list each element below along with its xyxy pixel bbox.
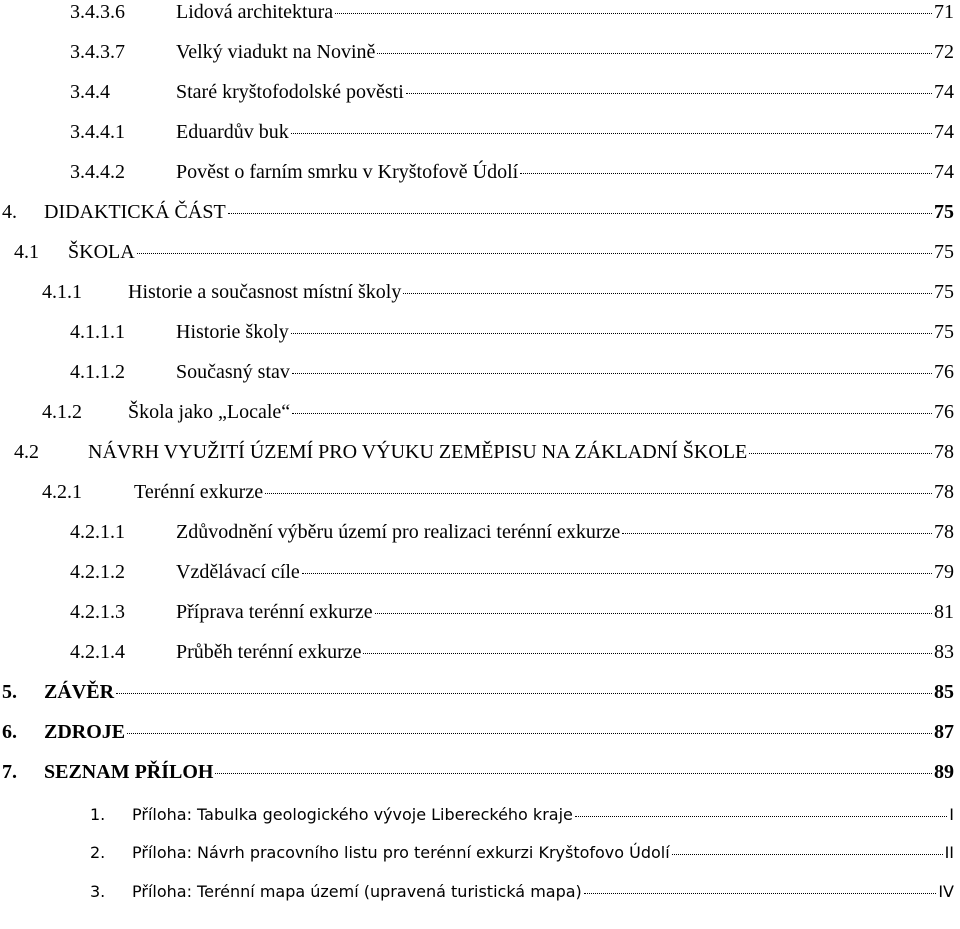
toc-title: DIDAKTICKÁ ČÁST — [44, 201, 226, 223]
toc-number: 3.4.3.7 — [70, 41, 125, 63]
toc-number: 3.4.3.6 — [70, 1, 125, 23]
toc-number: 5. — [2, 681, 17, 703]
toc-page: I — [949, 805, 954, 824]
toc-page: 83 — [934, 641, 954, 663]
toc-entry[interactable] — [2, 680, 954, 704]
toc-page: 85 — [934, 681, 954, 703]
toc-title: Lidová architektura — [176, 1, 334, 23]
dot-leader — [335, 13, 932, 14]
toc-title: Příprava terénní exkurze — [176, 601, 373, 623]
toc-title: Škola jako „Locale“ — [128, 401, 291, 423]
toc-title: Historie a současnost místní školy — [128, 281, 402, 303]
toc-entry[interactable] — [70, 40, 954, 64]
dot-leader — [292, 413, 932, 414]
toc-number: 4. — [2, 201, 17, 223]
toc-number: 3.4.4.2 — [70, 161, 125, 183]
dot-leader — [622, 533, 932, 534]
toc-title: SEZNAM PŘÍLOH — [44, 761, 214, 783]
toc-entry[interactable] — [42, 280, 954, 304]
toc-number: 1. — [90, 805, 106, 824]
toc-page: 76 — [934, 401, 954, 423]
toc-title: Terénní exkurze — [134, 481, 264, 503]
toc-page: 87 — [934, 721, 954, 743]
toc-entry[interactable] — [70, 160, 954, 184]
toc-entry[interactable] — [70, 120, 954, 144]
dot-leader — [520, 173, 932, 174]
toc-number: 7. — [2, 761, 17, 783]
toc-number: 4.2.1.4 — [70, 641, 125, 663]
toc-number: 6. — [2, 721, 17, 743]
toc-page: 76 — [934, 361, 954, 383]
dot-leader — [403, 293, 932, 294]
dot-leader — [127, 733, 932, 734]
toc-page: 74 — [934, 121, 954, 143]
dot-leader — [406, 93, 932, 94]
toc-page: 78 — [934, 481, 954, 503]
toc-title: NÁVRH VYUŽITÍ ÚZEMÍ PRO VÝUKU ZEMĚPISU NA ZÁKLADNÍ ŠKOLE — [88, 441, 748, 463]
toc-page: 75 — [934, 241, 954, 263]
toc-entry[interactable] — [70, 80, 954, 104]
toc-page: 75 — [934, 281, 954, 303]
toc-page: 75 — [934, 321, 954, 343]
toc-title: Zdůvodnění výběru území pro realizaci terénní exkurze — [176, 521, 621, 543]
toc-title: Eduardův buk — [176, 121, 289, 143]
dot-leader — [375, 613, 932, 614]
dot-leader — [291, 133, 932, 134]
dot-leader — [215, 773, 932, 774]
toc-page: 75 — [934, 201, 954, 223]
toc-title: ŠKOLA — [68, 241, 135, 263]
toc-number: 4.1.1.1 — [70, 321, 125, 343]
toc-page: IV — [938, 882, 954, 901]
toc-entry[interactable] — [42, 400, 954, 424]
toc-page: 79 — [934, 561, 954, 583]
toc-page: 78 — [934, 521, 954, 543]
toc-title: ZÁVĚR — [44, 681, 115, 703]
toc-title: Příloha: Tabulka geologického vývoje Libereckého kraje — [132, 805, 573, 824]
toc-number: 3. — [90, 882, 106, 901]
toc-entry[interactable] — [14, 440, 954, 464]
toc-entry[interactable] — [70, 600, 954, 624]
toc-entry[interactable] — [70, 640, 954, 664]
toc-number: 4.2.1.1 — [70, 521, 125, 543]
toc-number: 3.4.4 — [70, 81, 110, 103]
toc-title: Příloha: Návrh pracovního listu pro terénní exkurzi Kryštofovo Údolí — [132, 843, 670, 862]
toc-page: 71 — [934, 1, 954, 23]
toc-title: Průběh terénní exkurze — [176, 641, 362, 663]
dot-leader — [228, 213, 932, 214]
dot-leader — [363, 653, 932, 654]
toc-entry[interactable] — [90, 880, 954, 904]
toc-number: 4.1 — [14, 241, 39, 263]
dot-leader — [302, 573, 932, 574]
toc-entry[interactable] — [70, 520, 954, 544]
toc-title: Příloha: Terénní mapa území (upravená turistická mapa) — [132, 882, 582, 901]
toc-page: 72 — [934, 41, 954, 63]
toc-entry[interactable] — [42, 480, 954, 504]
toc-entry[interactable] — [2, 760, 954, 784]
toc-number: 4.1.1 — [42, 281, 82, 303]
toc-entry[interactable] — [90, 841, 954, 865]
toc-page: 74 — [934, 81, 954, 103]
dot-leader — [749, 453, 932, 454]
toc-number: 3.4.4.1 — [70, 121, 125, 143]
toc-number: 4.2.1.3 — [70, 601, 125, 623]
dot-leader — [377, 53, 932, 54]
dot-leader — [584, 893, 937, 894]
toc-entry[interactable] — [70, 320, 954, 344]
toc-title: Velký viadukt na Novině — [176, 41, 376, 63]
toc-entry[interactable] — [70, 0, 954, 24]
toc-title: Historie školy — [176, 321, 289, 343]
dot-leader — [265, 493, 932, 494]
toc-page: II — [944, 843, 954, 862]
toc-title: ZDROJE — [44, 721, 126, 743]
toc-title: Vzdělávací cíle — [176, 561, 300, 583]
toc-number: 4.2.1.2 — [70, 561, 125, 583]
toc-number: 2. — [90, 843, 106, 862]
toc-number: 4.1.2 — [42, 401, 82, 423]
toc-entry[interactable] — [2, 720, 954, 744]
dot-leader — [575, 816, 947, 817]
toc-number: 4.2.1 — [42, 481, 82, 503]
toc-title: Pověst o farním smrku v Kryštofově Údolí — [176, 161, 519, 183]
dot-leader — [292, 373, 932, 374]
toc-entry[interactable] — [70, 360, 954, 384]
toc-page: 89 — [934, 761, 954, 783]
toc-page: 81 — [934, 601, 954, 623]
toc-entry[interactable] — [90, 803, 954, 827]
toc-entry[interactable] — [14, 240, 954, 264]
toc-entry[interactable] — [70, 560, 954, 584]
toc-number: 4.1.1.2 — [70, 361, 125, 383]
dot-leader — [672, 854, 943, 855]
toc-entry[interactable] — [2, 200, 954, 224]
dot-leader — [291, 333, 932, 334]
dot-leader — [116, 693, 932, 694]
toc-number: 4.2 — [14, 441, 39, 463]
toc-title: Současný stav — [176, 361, 290, 383]
toc-page: 74 — [934, 161, 954, 183]
dot-leader — [137, 253, 932, 254]
toc-title: Staré kryštofodolské pověsti — [176, 81, 404, 103]
toc-page: 78 — [934, 441, 954, 463]
